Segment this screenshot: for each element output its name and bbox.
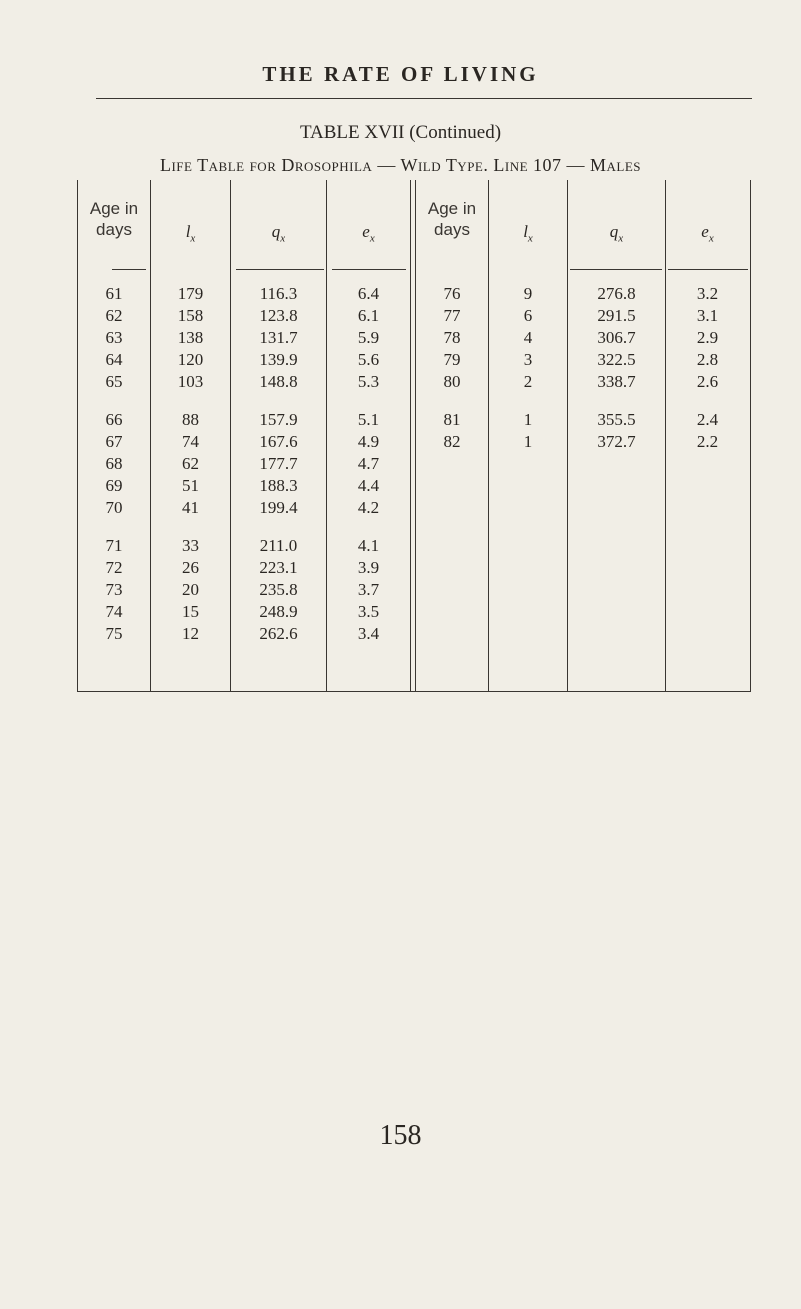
left-lx-cell: 51 xyxy=(182,476,199,495)
header-qx: $q_x$ xyxy=(271,222,286,245)
right-ex-cell: 2.9 xyxy=(696,328,719,347)
left-qx-cell: 116.3 xyxy=(259,284,298,303)
left-lx-cell: 158 xyxy=(177,306,204,325)
table-subtitle: Life Table for Drosophila — Wild Type. Line 107 — Males xyxy=(159,155,642,175)
right-ex-cell: 2.2 xyxy=(696,432,719,451)
right-ex-cell: 2.8 xyxy=(696,350,719,369)
left-ex-cell: 3.5 xyxy=(357,602,380,621)
left-qx-cell: 211.0 xyxy=(259,536,298,555)
left-qx-cell: 248.9 xyxy=(259,602,298,621)
right-lx-cell: 4 xyxy=(523,328,533,347)
right-age-cell: 77 xyxy=(443,306,461,325)
header-underline xyxy=(112,269,146,270)
left-age-cell: 62 xyxy=(105,306,123,325)
right-lx-cell: 6 xyxy=(523,306,533,325)
left-ex-cell: 6.4 xyxy=(357,284,380,303)
left-ex-cell: 4.9 xyxy=(357,432,380,451)
left-age-cell: 67 xyxy=(105,432,123,451)
left-ex-cell: 3.7 xyxy=(357,580,380,599)
left-lx-cell: 26 xyxy=(182,558,199,577)
left-age-cell: 65 xyxy=(105,372,123,391)
header-ex: $e_x$ xyxy=(362,222,375,245)
header-lx-2: $l_x$ xyxy=(523,222,533,245)
left-lx-cell: 20 xyxy=(182,580,199,599)
left-age-cell: 70 xyxy=(105,498,123,517)
right-lx-cell: 1 xyxy=(523,410,533,429)
header-underline xyxy=(236,269,324,270)
right-qx-cell: 338.7 xyxy=(597,372,636,391)
left-qx-cell: 177.7 xyxy=(259,454,298,473)
left-lx-cell: 103 xyxy=(177,372,204,391)
right-qx-cell: 355.5 xyxy=(597,410,636,429)
left-lx-cell: 33 xyxy=(182,536,199,555)
right-qx-cell: 306.7 xyxy=(597,328,636,347)
right-qx-cell: 276.8 xyxy=(597,284,636,303)
right-ex-cell: 3.2 xyxy=(696,284,719,303)
left-qx-cell: 157.9 xyxy=(259,410,298,429)
header-underline xyxy=(668,269,748,270)
left-age-cell: 75 xyxy=(105,624,123,643)
left-lx-cell: 179 xyxy=(177,284,204,303)
left-lx-cell: 12 xyxy=(182,624,199,643)
left-qx-cell: 139.9 xyxy=(259,350,298,369)
running-head: THE RATE OF LIVING xyxy=(262,62,539,86)
page-number: 158 xyxy=(379,1120,422,1151)
header-underline xyxy=(570,269,662,270)
left-qx-cell: 188.3 xyxy=(259,476,298,495)
header-age-2: Age in days xyxy=(427,199,477,239)
right-lx-cell: 2 xyxy=(523,372,533,391)
left-ex-cell: 4.7 xyxy=(357,454,380,473)
right-age-cell: 76 xyxy=(443,284,461,303)
right-age-cell: 80 xyxy=(443,372,461,391)
header-lx: $l_x$ xyxy=(185,222,196,245)
left-age-cell: 61 xyxy=(105,284,123,303)
left-qx-cell: 131.7 xyxy=(259,328,298,347)
left-age-cell: 71 xyxy=(105,536,123,555)
right-ex-cell: 2.4 xyxy=(696,410,719,429)
left-age-cell: 69 xyxy=(105,476,123,495)
left-ex-cell: 3.4 xyxy=(357,624,380,643)
right-age-cell: 82 xyxy=(443,432,461,451)
left-ex-cell: 5.9 xyxy=(357,328,380,347)
left-ex-cell: 4.4 xyxy=(357,476,380,495)
left-age-cell: 72 xyxy=(105,558,123,577)
right-age-cell: 81 xyxy=(443,410,461,429)
right-lx-cell: 3 xyxy=(523,350,533,369)
left-age-cell: 74 xyxy=(105,602,123,621)
left-lx-cell: 41 xyxy=(182,498,199,517)
left-age-cell: 66 xyxy=(105,410,123,429)
header-qx-2: $q_x$ xyxy=(609,222,624,245)
left-lx-cell: 74 xyxy=(182,432,199,451)
right-lx-cell: 9 xyxy=(523,284,533,303)
header-age: Age in days xyxy=(89,199,139,239)
right-lx-cell: 1 xyxy=(523,432,533,451)
left-ex-cell: 4.1 xyxy=(357,536,380,555)
left-ex-cell: 5.3 xyxy=(357,372,380,391)
left-qx-cell: 235.8 xyxy=(259,580,298,599)
right-age-cell: 78 xyxy=(443,328,461,347)
left-ex-cell: 5.1 xyxy=(357,410,380,429)
header-ex-2: $e_x$ xyxy=(701,222,714,245)
left-age-cell: 68 xyxy=(105,454,123,473)
left-lx-cell: 88 xyxy=(182,410,199,429)
left-age-cell: 64 xyxy=(105,350,123,369)
column-divider xyxy=(410,180,411,692)
left-qx-cell: 262.6 xyxy=(259,624,298,643)
table-title: TABLE XVII (Continued) xyxy=(299,122,502,143)
left-ex-cell: 5.6 xyxy=(357,350,380,369)
header-underline xyxy=(332,269,406,270)
left-qx-cell: 123.8 xyxy=(259,306,298,325)
right-ex-cell: 2.6 xyxy=(696,372,719,391)
right-qx-cell: 372.7 xyxy=(597,432,636,451)
left-lx-cell: 62 xyxy=(182,454,199,473)
right-age-cell: 79 xyxy=(443,350,461,369)
left-age-cell: 73 xyxy=(105,580,123,599)
left-ex-cell: 6.1 xyxy=(357,306,380,325)
left-lx-cell: 120 xyxy=(177,350,204,369)
right-qx-cell: 322.5 xyxy=(597,350,636,369)
left-qx-cell: 223.1 xyxy=(259,558,298,577)
left-lx-cell: 138 xyxy=(177,328,204,347)
left-qx-cell: 167.6 xyxy=(259,432,298,451)
header-rule xyxy=(96,98,752,99)
right-qx-cell: 291.5 xyxy=(597,306,636,325)
left-lx-cell: 15 xyxy=(182,602,199,621)
left-ex-cell: 4.2 xyxy=(357,498,380,517)
right-ex-cell: 3.1 xyxy=(696,306,719,325)
left-qx-cell: 148.8 xyxy=(259,372,298,391)
left-age-cell: 63 xyxy=(105,328,123,347)
left-qx-cell: 199.4 xyxy=(259,498,298,517)
left-ex-cell: 3.9 xyxy=(357,558,380,577)
